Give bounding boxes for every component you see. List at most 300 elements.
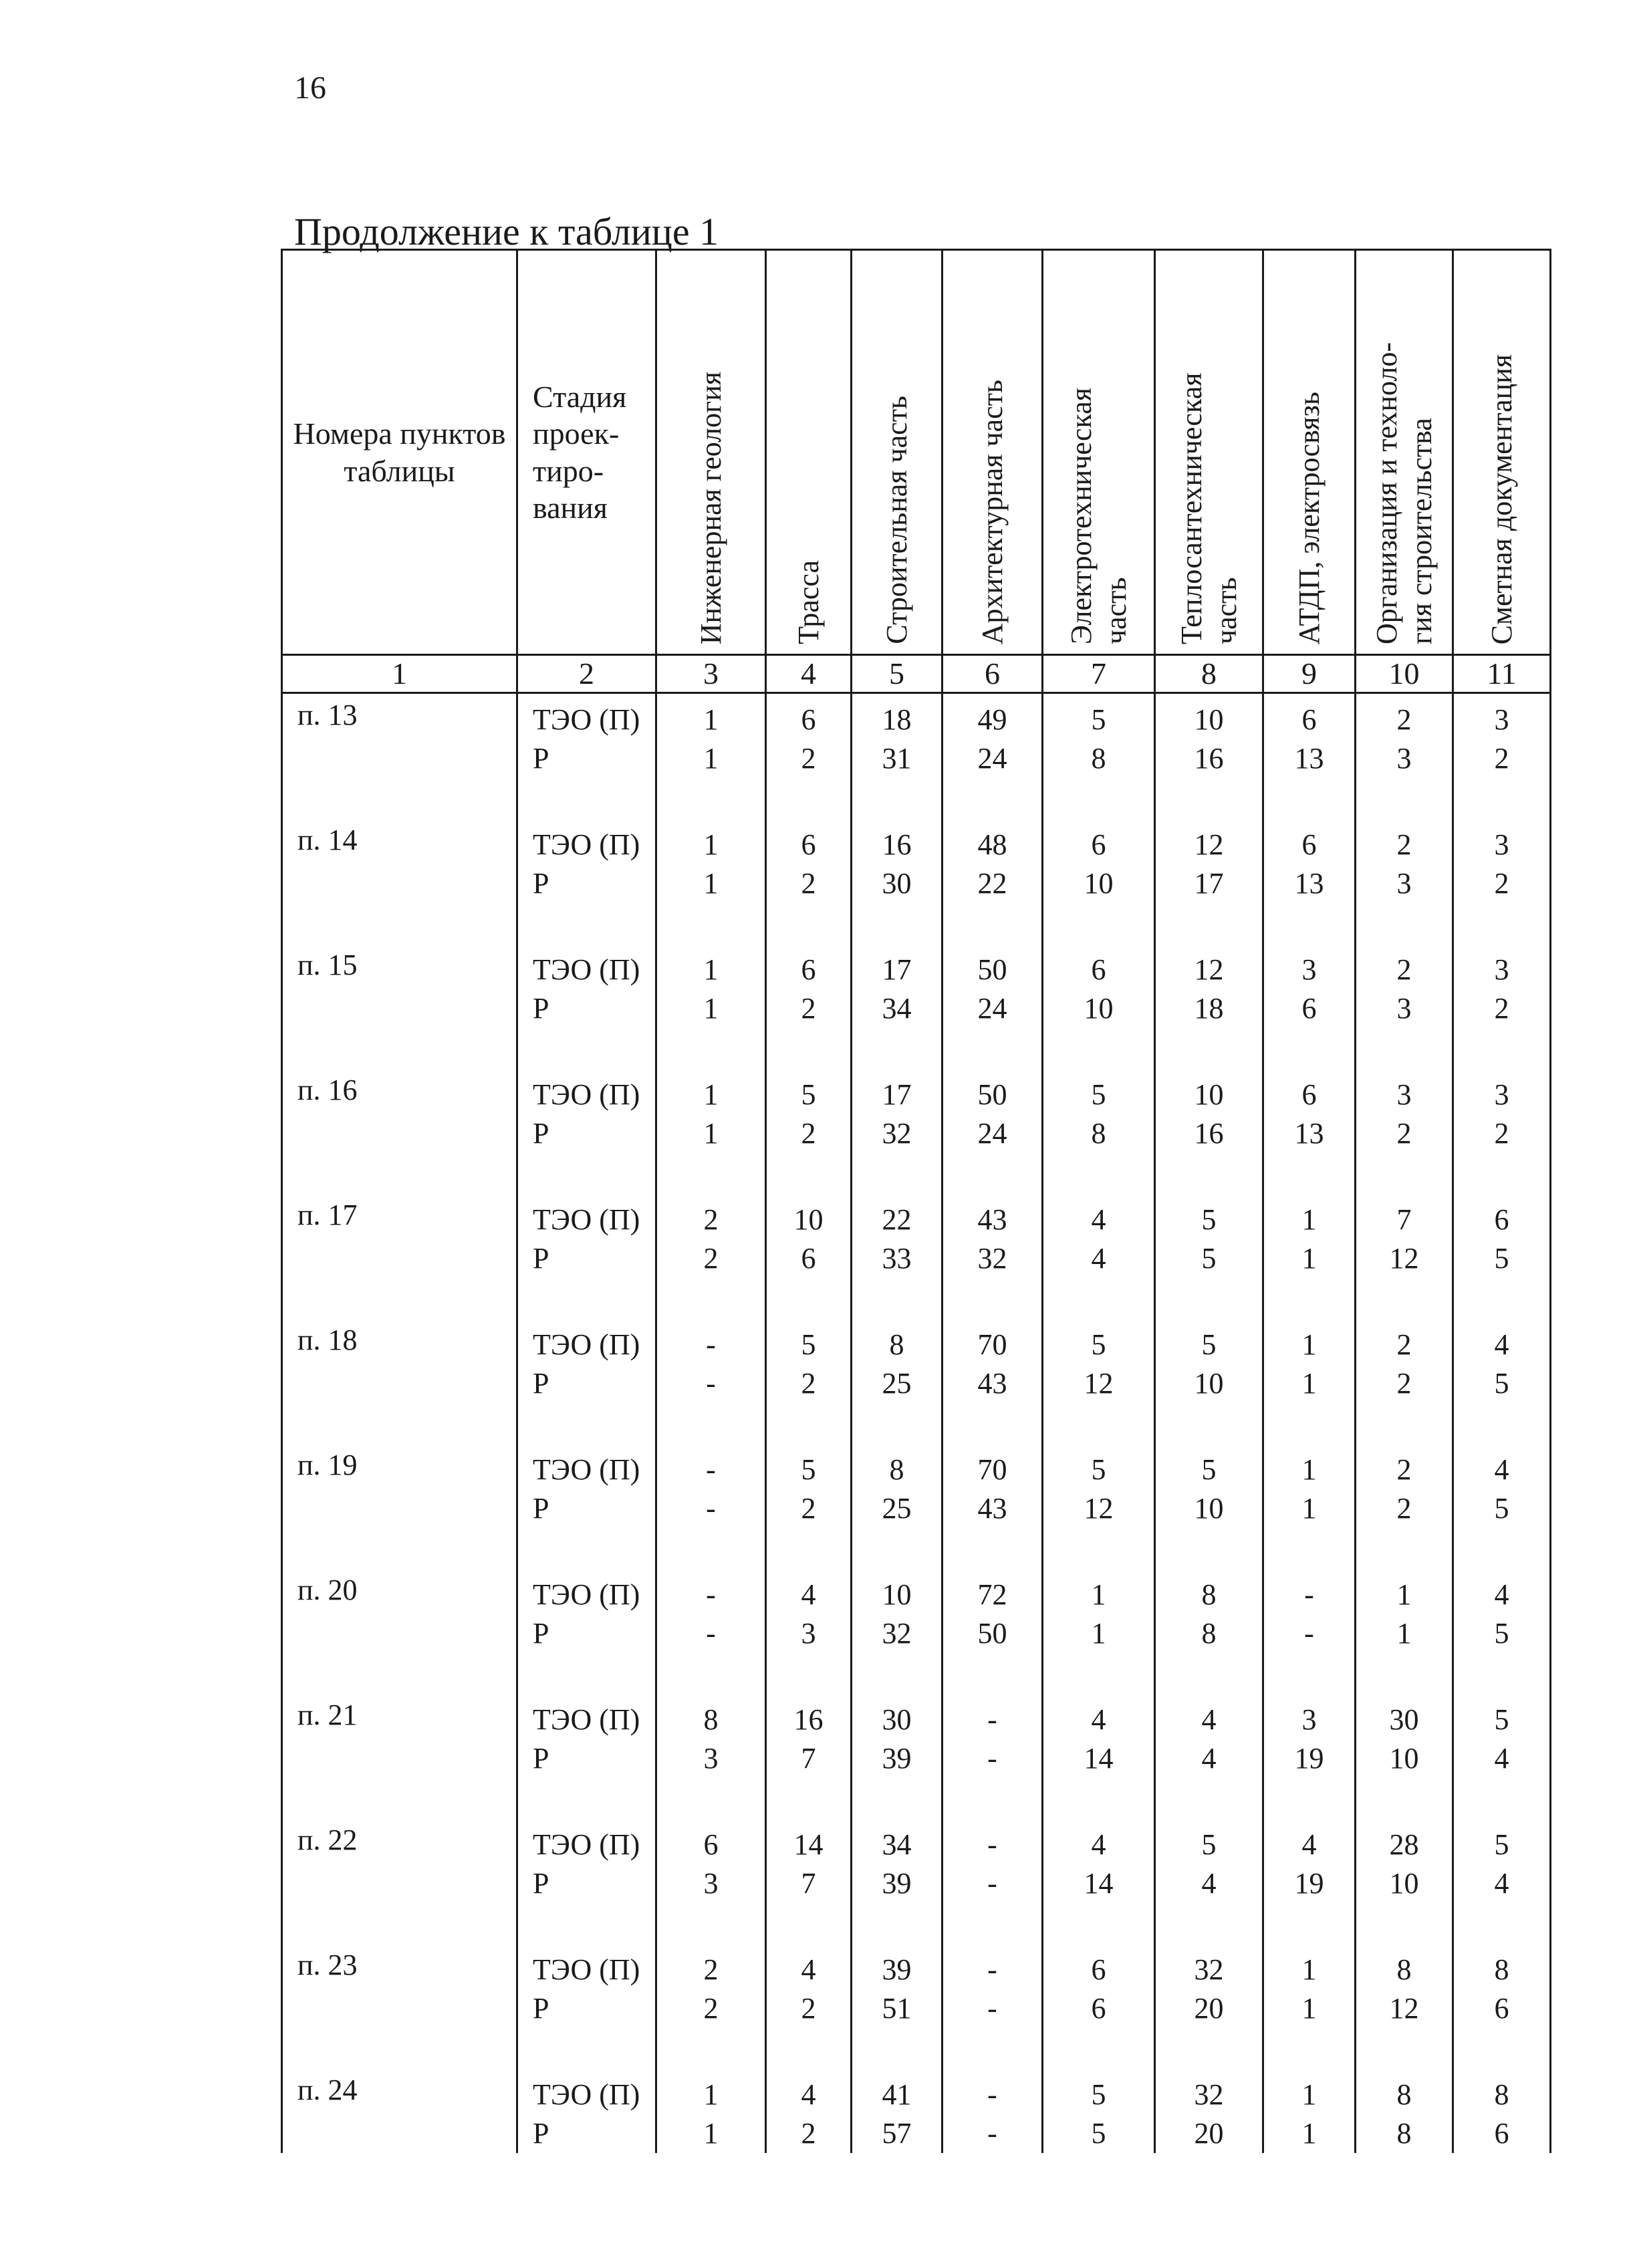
item-number-cell: п. 16: [282, 1069, 517, 1194]
value-cell: [1155, 1444, 1263, 1569]
value-cell: [1155, 1194, 1263, 1319]
value: 10: [882, 1578, 912, 1611]
value: 4: [801, 1578, 816, 1611]
value: 4: [1091, 1242, 1106, 1275]
value: 12: [1194, 953, 1224, 986]
value: 6: [801, 1242, 816, 1275]
table-caption: Продолжение к таблице 1: [294, 210, 719, 253]
value-cell: [1453, 2069, 1551, 2153]
value-cell: [1043, 1069, 1155, 1194]
value: 4: [1201, 1742, 1217, 1775]
value-cell: [1453, 819, 1551, 944]
value-cell: [1043, 1944, 1155, 2069]
value-cell: [1155, 819, 1263, 944]
value: 10: [1194, 703, 1224, 736]
value-cell: [1263, 1944, 1356, 2069]
table-row: [282, 2069, 1551, 2153]
value: -: [987, 1953, 997, 1986]
value-cell: [1453, 1819, 1551, 1944]
column-number: 1: [282, 655, 517, 693]
value: 1: [1301, 1453, 1317, 1486]
value-cell: [943, 1694, 1043, 1819]
value: 12: [1389, 1242, 1419, 1275]
value: -: [987, 1742, 997, 1775]
value: 28: [1389, 1828, 1419, 1861]
value: 5: [1494, 1367, 1509, 1400]
value: 14: [793, 1828, 824, 1861]
column-numbers-row: [282, 655, 1551, 693]
column-number: 8: [1155, 655, 1263, 693]
value-cell: [1155, 2069, 1263, 2153]
value: 16: [793, 1703, 824, 1736]
value: 22: [882, 1203, 912, 1236]
value: 5: [1201, 1453, 1217, 1486]
value: 4: [1201, 1867, 1217, 1900]
value: 2: [1396, 1492, 1412, 1525]
value: 8: [889, 1328, 904, 1361]
value: 4: [1091, 1203, 1106, 1236]
value: 72: [977, 1578, 1007, 1611]
value-cell: [656, 1069, 766, 1194]
value: 2: [801, 992, 816, 1025]
value: 5: [1494, 1492, 1509, 1525]
value: 3: [703, 1867, 719, 1900]
value: 14: [1084, 1742, 1114, 1775]
value: 19: [1294, 1742, 1324, 1775]
value: 10: [1084, 867, 1114, 900]
value-cell: [852, 944, 943, 1069]
value: 5: [1091, 2117, 1106, 2150]
value: 1: [703, 828, 719, 861]
stage-value: Р: [533, 742, 549, 775]
value-cell: [766, 1944, 852, 2069]
value-cell: [852, 1819, 943, 1944]
value-cell: [1356, 1569, 1453, 1694]
stage-value: ТЭО (П): [533, 828, 640, 861]
item-number-cell: п. 23: [282, 1944, 517, 2069]
value: 4: [1091, 1703, 1106, 1736]
item-number-cell: п. 15: [282, 944, 517, 1069]
value: 6: [1494, 1992, 1509, 2025]
value: 8: [703, 1703, 719, 1736]
value: 2: [1494, 1117, 1509, 1150]
value-cell: [1263, 1444, 1356, 1569]
table-row: [282, 1944, 1551, 2069]
value-cell: [1356, 2069, 1453, 2153]
value: 5: [1494, 1703, 1509, 1736]
value: 22: [977, 867, 1007, 900]
value-cell: [1453, 1069, 1551, 1194]
value: 1: [703, 867, 719, 900]
value: 30: [882, 867, 912, 900]
value: 13: [1294, 867, 1324, 900]
value: 3: [1396, 742, 1412, 775]
value: 5: [1091, 703, 1106, 736]
value-cell: [1043, 693, 1155, 820]
value: 4: [1494, 1578, 1509, 1611]
value: 6: [1301, 1078, 1317, 1111]
value-cell: [766, 1569, 852, 1694]
value-cell: [1155, 1944, 1263, 2069]
value: 34: [882, 1828, 912, 1861]
value: 5: [1201, 1328, 1217, 1361]
item-number-cell: п. 18: [282, 1319, 517, 1444]
value-cell: [1356, 1944, 1453, 2069]
value-cell: [656, 2069, 766, 2153]
value-cell: [1043, 2069, 1155, 2153]
value-cell: [852, 1944, 943, 2069]
value-cell: [766, 944, 852, 1069]
value-cell: [1263, 1319, 1356, 1444]
stage-cell: [517, 2069, 656, 2153]
column-number: 5: [852, 655, 943, 693]
value: 6: [1091, 828, 1106, 861]
value-cell: [1453, 1444, 1551, 1569]
item-number-cell: п. 20: [282, 1569, 517, 1694]
value: 5: [801, 1328, 816, 1361]
stage-value: ТЭО (П): [533, 1953, 640, 1986]
value: 41: [882, 2078, 912, 2111]
value: 12: [1194, 828, 1224, 861]
value: 3: [1301, 953, 1317, 986]
value-cell: [656, 819, 766, 944]
value: 10: [1194, 1367, 1224, 1400]
value: -: [706, 1617, 716, 1650]
stage-value: Р: [533, 2117, 549, 2150]
value-cell: [943, 2069, 1043, 2153]
table-row: [282, 819, 1551, 944]
value: 5: [1201, 1828, 1217, 1861]
value: 8: [1091, 1117, 1106, 1150]
value: 70: [977, 1453, 1007, 1486]
value: 25: [882, 1367, 912, 1400]
stage-value: Р: [533, 1242, 549, 1275]
value-cell: [1356, 1819, 1453, 1944]
value-cell: [943, 693, 1043, 820]
stage-cell: [517, 1819, 656, 1944]
value: 5: [801, 1453, 816, 1486]
value: 24: [977, 1117, 1007, 1150]
item-number-cell: п. 21: [282, 1694, 517, 1819]
header-construction-organization: Организация и техноло- гия строительства: [1356, 250, 1453, 655]
value: 12: [1389, 1992, 1419, 2025]
value-cell: [1356, 1319, 1453, 1444]
column-number: 3: [656, 655, 766, 693]
value: 1: [1301, 1328, 1317, 1361]
value: 1: [703, 992, 719, 1025]
value-cell: [1155, 1569, 1263, 1694]
value-cell: [1356, 944, 1453, 1069]
value: 32: [1194, 2078, 1224, 2111]
value: 43: [977, 1203, 1007, 1236]
value: -: [1304, 1578, 1314, 1611]
value: 2: [1396, 1453, 1412, 1486]
value: 2: [801, 1117, 816, 1150]
value-cell: [1356, 1444, 1453, 1569]
header-route: Трасса: [766, 250, 852, 655]
value-cell: [766, 1069, 852, 1194]
value: 39: [882, 1742, 912, 1775]
value: 2: [1396, 828, 1412, 861]
value: 6: [801, 953, 816, 986]
value-cell: [656, 1819, 766, 1944]
value: 2: [1494, 742, 1509, 775]
value-cell: [766, 693, 852, 820]
data-table: [281, 249, 1551, 2153]
value: 32: [882, 1117, 912, 1150]
value-cell: [852, 1444, 943, 1569]
value-cell: [1155, 944, 1263, 1069]
stage-cell: [517, 1194, 656, 1319]
value-cell: [1453, 1944, 1551, 2069]
value: 10: [793, 1203, 824, 1236]
value: -: [706, 1492, 716, 1525]
value: -: [987, 1992, 997, 2025]
stage-value: Р: [533, 1867, 549, 1900]
stage-cell: [517, 1694, 656, 1819]
value-cell: [766, 1444, 852, 1569]
stage-cell: [517, 1944, 656, 2069]
stage-value: ТЭО (П): [533, 1828, 640, 1861]
value: 7: [801, 1742, 816, 1775]
value-cell: [852, 819, 943, 944]
value-cell: [1356, 1694, 1453, 1819]
value: 16: [882, 828, 912, 861]
column-number: 7: [1043, 655, 1155, 693]
value-cell: [852, 2069, 943, 2153]
value: 8: [1396, 2078, 1412, 2111]
value: 10: [1194, 1492, 1224, 1525]
value-cell: [1043, 819, 1155, 944]
value-cell: [656, 1444, 766, 1569]
page-number: 16: [294, 70, 326, 106]
value: 3: [703, 1742, 719, 1775]
value: 6: [1494, 1203, 1509, 1236]
value-cell: [1263, 944, 1356, 1069]
value: 1: [1091, 1578, 1106, 1611]
stage-cell: [517, 1569, 656, 1694]
header-architectural-part: Архитектурная часть: [943, 250, 1043, 655]
value: 6: [1301, 828, 1317, 861]
value: 8: [1494, 1953, 1509, 1986]
value: 10: [1194, 1078, 1224, 1111]
value: 14: [1084, 1867, 1114, 1900]
value-cell: [1043, 1819, 1155, 1944]
value: 4: [801, 1953, 816, 1986]
item-number-cell: п. 19: [282, 1444, 517, 1569]
value: 50: [977, 953, 1007, 986]
value: 2: [801, 867, 816, 900]
stage-value: ТЭО (П): [533, 953, 640, 986]
value: 8: [1494, 2078, 1509, 2111]
value: 1: [703, 703, 719, 736]
value: 1: [1396, 1578, 1412, 1611]
table-row: [282, 1444, 1551, 1569]
value-cell: [766, 2069, 852, 2153]
value-cell: [1263, 1194, 1356, 1319]
value-cell: [943, 1819, 1043, 1944]
item-number-cell: п. 17: [282, 1194, 517, 1319]
column-number: 11: [1453, 655, 1551, 693]
value: 2: [1396, 1367, 1412, 1400]
value: -: [1304, 1617, 1314, 1650]
value: -: [706, 1453, 716, 1486]
value: 30: [1389, 1703, 1419, 1736]
value: 4: [1494, 1867, 1509, 1900]
value-cell: [1263, 2069, 1356, 2153]
value-cell: [1263, 1069, 1356, 1194]
header-engineering-geology: Инженерная геология: [656, 250, 766, 655]
value: 8: [1396, 2117, 1412, 2150]
table-row: [282, 1069, 1551, 1194]
value: 5: [1201, 1242, 1217, 1275]
value-cell: [1043, 1444, 1155, 1569]
value: 13: [1294, 1117, 1324, 1150]
value: 6: [1301, 992, 1317, 1025]
value: 13: [1294, 742, 1324, 775]
value-cell: [656, 1319, 766, 1444]
value: 32: [977, 1242, 1007, 1275]
value: 50: [977, 1617, 1007, 1650]
value: -: [987, 1703, 997, 1736]
table-row: [282, 1569, 1551, 1694]
value: 6: [801, 828, 816, 861]
column-number: 10: [1356, 655, 1453, 693]
value: 1: [1301, 1992, 1317, 2025]
value: 1: [703, 1078, 719, 1111]
value-cell: [852, 1319, 943, 1444]
value-cell: [766, 1194, 852, 1319]
value: 1: [1301, 2078, 1317, 2111]
value: 5: [1091, 1078, 1106, 1111]
value: 24: [977, 742, 1007, 775]
value: 1: [1301, 1242, 1317, 1275]
stage-value: Р: [533, 867, 549, 900]
stage-value: ТЭО (П): [533, 703, 640, 736]
value: -: [987, 1828, 997, 1861]
value: 5: [1494, 1617, 1509, 1650]
value: 6: [801, 703, 816, 736]
value: -: [706, 1328, 716, 1361]
value: -: [987, 1867, 997, 1900]
value: -: [987, 2078, 997, 2111]
value: 12: [1084, 1367, 1114, 1400]
value: -: [706, 1578, 716, 1611]
value: 4: [1091, 1828, 1106, 1861]
value: 10: [1084, 992, 1114, 1025]
value: 2: [801, 742, 816, 775]
table-row: [282, 1694, 1551, 1819]
value-cell: [943, 1444, 1043, 1569]
value: 43: [977, 1492, 1007, 1525]
value: 5: [1091, 1453, 1106, 1486]
stage-value: Р: [533, 992, 549, 1025]
value: 5: [1091, 1328, 1106, 1361]
value: 5: [1091, 2078, 1106, 2111]
value: 3: [1494, 703, 1509, 736]
header-cost-estimate: Сметная документация: [1453, 250, 1551, 655]
value: 2: [1396, 703, 1412, 736]
item-number-cell: п. 13: [282, 693, 517, 820]
value: 2: [801, 1992, 816, 2025]
value: 2: [1494, 992, 1509, 1025]
stage-value: ТЭО (П): [533, 1203, 640, 1236]
value: 2: [1396, 953, 1412, 986]
value: 1: [1301, 1492, 1317, 1525]
value: 1: [703, 1117, 719, 1150]
value-cell: [1155, 693, 1263, 820]
value-cell: [766, 1319, 852, 1444]
value: 18: [1194, 992, 1224, 1025]
value: 20: [1194, 2117, 1224, 2150]
value-cell: [1263, 1819, 1356, 1944]
value: 16: [1194, 742, 1224, 775]
table-row: [282, 1319, 1551, 1444]
stage-value: ТЭО (П): [533, 2078, 640, 2111]
header-design-stage: Стадия проек- тиро- вания: [517, 250, 656, 655]
value-cell: [1263, 1694, 1356, 1819]
value-cell: [852, 1069, 943, 1194]
stage-value: ТЭО (П): [533, 1453, 640, 1486]
value-cell: [1155, 1069, 1263, 1194]
stage-value: ТЭО (П): [533, 1078, 640, 1111]
value: 6: [1301, 703, 1317, 736]
value-cell: [943, 944, 1043, 1069]
value-cell: [1043, 1194, 1155, 1319]
stage-value: Р: [533, 1992, 549, 2025]
stage-value: ТЭО (П): [533, 1328, 640, 1361]
value: 8: [1201, 1617, 1217, 1650]
column-number: 2: [517, 655, 656, 693]
value: 19: [1294, 1867, 1324, 1900]
value-cell: [1453, 1694, 1551, 1819]
value: 3: [1301, 1703, 1317, 1736]
stage-cell: [517, 944, 656, 1069]
value: 20: [1194, 1992, 1224, 2025]
value: 39: [882, 1953, 912, 1986]
value: 6: [1494, 2117, 1509, 2150]
value: 49: [977, 703, 1007, 736]
value: 7: [1396, 1203, 1412, 1236]
value-cell: [1453, 1319, 1551, 1444]
stage-value: Р: [533, 1492, 549, 1525]
table-row: [282, 1194, 1551, 1319]
value: -: [987, 2117, 997, 2150]
value: 4: [1201, 1703, 1217, 1736]
value: 6: [703, 1828, 719, 1861]
value-cell: [1453, 693, 1551, 820]
table-row: [282, 693, 1551, 820]
value: 2: [801, 1367, 816, 1400]
value: 34: [882, 992, 912, 1025]
value-cell: [766, 1694, 852, 1819]
value-cell: [852, 1194, 943, 1319]
value: 8: [1396, 1953, 1412, 1986]
header-electrical-part: Электротехническая часть: [1043, 250, 1155, 655]
header-item-numbers: Номера пунктов таблицы: [282, 250, 517, 655]
stage-value: Р: [533, 1742, 549, 1775]
value: 17: [882, 1078, 912, 1111]
item-number-cell: п. 24: [282, 2069, 517, 2153]
table-row: [282, 944, 1551, 1069]
value: 1: [703, 742, 719, 775]
value: 57: [882, 2117, 912, 2150]
value-cell: [1155, 1819, 1263, 1944]
value: 1: [1301, 1367, 1317, 1400]
value: 25: [882, 1492, 912, 1525]
value-cell: [1155, 1694, 1263, 1819]
value-cell: [656, 1194, 766, 1319]
